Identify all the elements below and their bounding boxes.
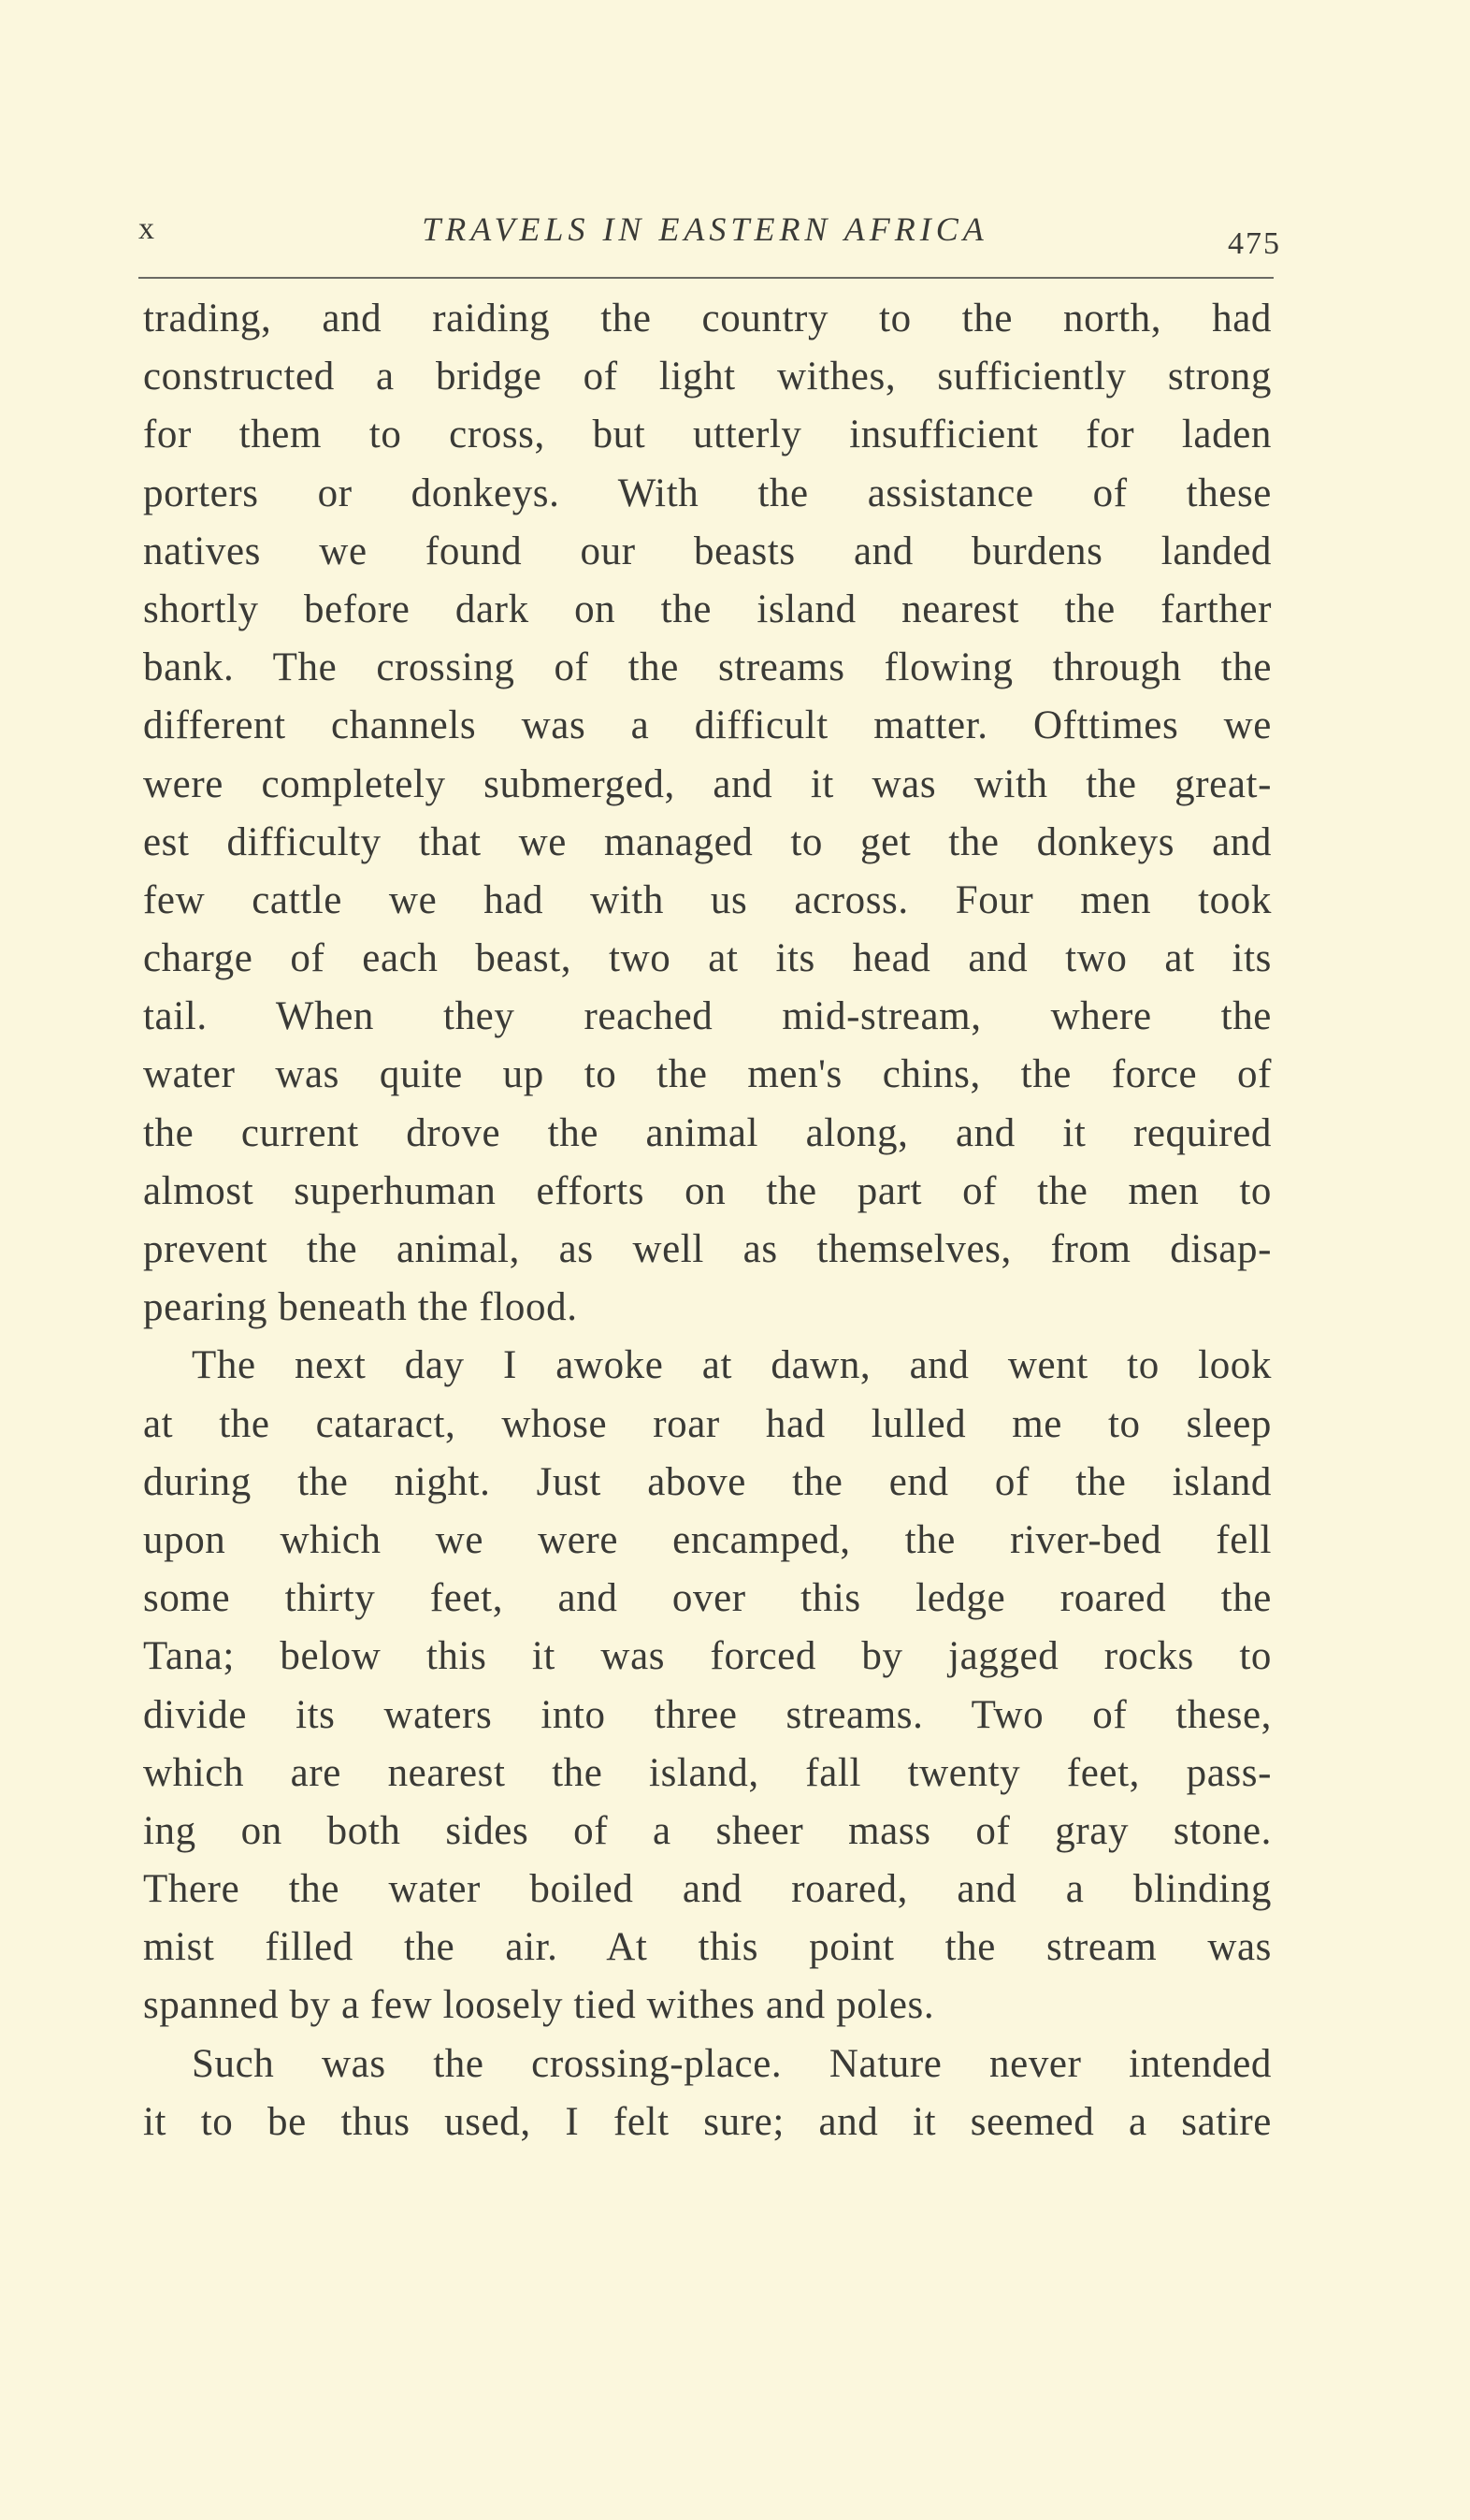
text-line: almost superhuman efforts on the part of the men to xyxy=(143,1168,1272,1213)
page-number: 475 xyxy=(1228,226,1281,261)
text-line: Such was the crossing-place. Nature never intended xyxy=(192,2041,1272,2086)
text-line: Tana; below this it was forced by jagged rocks to xyxy=(143,1634,1272,1679)
text-line: tail. When they reached mid-stream, where the xyxy=(143,994,1272,1039)
signature-mark: x xyxy=(138,211,155,246)
text-line: porters or donkeys. With the assistance of these xyxy=(143,471,1272,515)
text-line: ing on both sides of a sheer mass of gray stone. xyxy=(143,1808,1272,1853)
text-line: The next day I awoke at dawn, and went to look xyxy=(192,1343,1272,1388)
text-line: divide its waters into three streams. Two of these, xyxy=(143,1692,1272,1737)
header-rule xyxy=(138,277,1274,279)
text-line: trading, and raiding the country to the north, had xyxy=(143,297,1272,340)
text-line: There the water boiled and roared, and a blinding xyxy=(143,1867,1272,1912)
text-line: natives we found our beasts and burdens landed xyxy=(143,529,1272,573)
running-title: TRAVELS IN EASTERN AFRICA xyxy=(422,210,988,248)
text-line: the current drove the animal along, and it required xyxy=(143,1110,1272,1155)
text-line: for them to cross, but utterly insufficient for laden xyxy=(143,413,1272,457)
text-line: it to be thus used, I felt sure; and it seemed a satire xyxy=(143,2099,1272,2144)
text-line: some thirty feet, and over this ledge roared the xyxy=(143,1576,1272,1621)
body-text xyxy=(143,290,1272,2151)
text-line: at the cataract, whose roar had lulled me to sleep xyxy=(143,1401,1272,1446)
text-line: spanned by a few loosely tied withes and poles. xyxy=(143,1983,935,2028)
text-line: upon which we were encamped, the river-bed fell xyxy=(143,1517,1272,1562)
text-line: charge of each beast, two at its head and two at its xyxy=(143,936,1272,981)
text-line: pearing beneath the flood. xyxy=(143,1285,578,1330)
text-line: shortly before dark on the island nearest the farther xyxy=(143,587,1272,631)
text-line: water was quite up to the men's chins, the force of xyxy=(143,1052,1272,1097)
text-line: prevent the animal, as well as themselves, from disap- xyxy=(143,1227,1272,1271)
text-line: constructed a bridge of light withes, sufficiently strong xyxy=(143,355,1272,399)
text-line: few cattle we had with us across. Four men took xyxy=(143,877,1272,922)
text-line: which are nearest the island, fall twenty feet, pass- xyxy=(143,1750,1272,1795)
text-line: during the night. Just above the end of the island xyxy=(143,1459,1272,1504)
text-line: est difficulty that we managed to get the donkeys and xyxy=(143,819,1272,864)
running-head xyxy=(138,198,1281,273)
text-line: bank. The crossing of the streams flowing through the xyxy=(143,645,1272,690)
text-line: mist filled the air. At this point the stream was xyxy=(143,1925,1272,1970)
text-line: different channels was a difficult matter. Ofttimes we xyxy=(143,703,1272,748)
text-line: were completely submerged, and it was with the great- xyxy=(143,761,1272,806)
